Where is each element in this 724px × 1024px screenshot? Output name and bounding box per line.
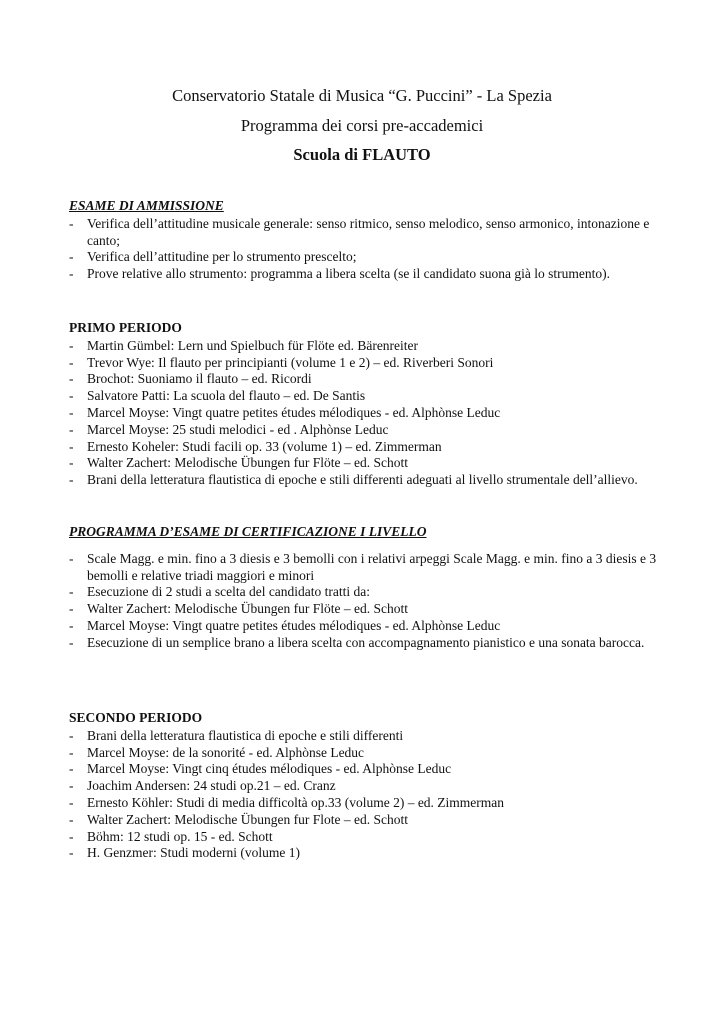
item-list bbox=[69, 338, 669, 489]
institution-title: Conservatorio Statale di Musica “G. Puccini” - La Spezia bbox=[172, 86, 552, 105]
list-item: - Marcel Moyse: 25 studi melodici - ed . Alphònse Leduc bbox=[69, 421, 389, 437]
list-item-text: Martin Gümbel: Lern und Spielbuch für Flöte ed. Bärenreiter bbox=[87, 337, 419, 353]
list-item: - Salvatore Patti: La scuola del flauto – ed. De Santis bbox=[69, 388, 366, 404]
list-item-text: Ernesto Koheler: Studi facili op. 33 (volume 1) – ed. Zimmerman bbox=[87, 438, 442, 454]
section-title: SECONDO PERIODO bbox=[69, 710, 203, 725]
list-item: - Verifica dell’attitudine musicale generale: senso ritmico, senso melodico, senso armonico, intonazione e canto; bbox=[69, 215, 650, 248]
list-item-text: H. Genzmer: Studi moderni (volume 1) bbox=[87, 845, 300, 861]
list-item-text: Scale Magg. e min. fino a 3 diesis e 3 bemolli con i relativi arpeggi Scale Magg. e min. fino a 3 diesis e 3 bemolli e relative triadi maggiori e minori bbox=[87, 550, 657, 583]
list-item-text: Ernesto Köhler: Studi di media difficoltà op.33 (volume 2) – ed. Zimmerman bbox=[87, 794, 505, 810]
list-item: - Böhm: 12 studi op. 15 - ed. Schott bbox=[69, 828, 273, 844]
school-title: Scuola di FLAUTO bbox=[293, 145, 431, 164]
program-subtitle: Programma dei corsi pre-accademici bbox=[240, 116, 484, 135]
list-item-text: Walter Zachert: Melodische Übungen fur Flote – ed. Schott bbox=[87, 811, 408, 827]
list-item-text: Marcel Moyse: Vingt quatre petites études mélodiques - ed. Alphònse Leduc bbox=[87, 404, 501, 420]
section-primo-periodo bbox=[69, 320, 669, 489]
list-item-text: Marcel Moyse: Vingt quatre petites études mélodiques - ed. Alphònse Leduc bbox=[87, 617, 501, 633]
list-item: - Esecuzione di un semplice brano a libera scelta con accompagnamento pianistico e una sonata barocca. bbox=[69, 634, 645, 650]
list-item-text: Marcel Moyse: Vingt cinq études mélodiques - ed. Alphònse Leduc bbox=[87, 761, 452, 777]
list-item: - Joachim Andersen: 24 studi op.21 – ed. Cranz bbox=[69, 778, 336, 794]
list-item-text: Verifica dell’attitudine per lo strumento prescelto; bbox=[87, 249, 357, 265]
list-item: - Esecuzione di 2 studi a scelta del candidato tratti da: bbox=[69, 584, 371, 600]
list-item-text: Walter Zachert: Melodische Übungen fur Flöte – ed. Schott bbox=[87, 601, 408, 617]
list-item-text: Prove relative allo strumento: programma a libera scelta (se il candidato suona già lo strumento). bbox=[87, 266, 610, 282]
section-title: ESAME DI AMMISSIONE bbox=[69, 198, 224, 213]
list-item: - Brani della letteratura flautistica di epoche e stili differenti bbox=[69, 727, 404, 743]
section-ammissione bbox=[69, 198, 669, 283]
item-list bbox=[69, 216, 669, 283]
list-item-text: Marcel Moyse: 25 studi melodici - ed . Alphònse Leduc bbox=[87, 421, 389, 437]
section-title: PRIMO PERIODO bbox=[69, 320, 182, 335]
list-item: - Trevor Wye: Il flauto per principianti (volume 1 e 2) – ed. Riverberi Sonori bbox=[69, 354, 494, 370]
list-item: - Marcel Moyse: Vingt cinq études mélodiques - ed. Alphònse Leduc bbox=[69, 761, 452, 777]
section-certificazione bbox=[69, 524, 669, 652]
list-item-text: Böhm: 12 studi op. 15 - ed. Schott bbox=[87, 828, 273, 844]
list-item-text: Trevor Wye: Il flauto per principianti (volume 1 e 2) – ed. Riverberi Sonori bbox=[87, 354, 494, 370]
list-item-text: Verifica dell’attitudine musicale generale: senso ritmico, senso melodico, senso armonico, intonazione e canto; bbox=[87, 215, 650, 248]
item-list bbox=[69, 728, 669, 862]
list-item-text: Salvatore Patti: La scuola del flauto – ed. De Santis bbox=[87, 388, 366, 404]
list-item-text: Esecuzione di un semplice brano a libera scelta con accompagnamento pianistico e una sonata barocca. bbox=[87, 634, 645, 650]
list-item: - Prove relative allo strumento: programma a libera scelta (se il candidato suona già lo strumento). bbox=[69, 266, 610, 282]
list-item: - Marcel Moyse: Vingt quatre petites études mélodiques - ed. Alphònse Leduc bbox=[69, 404, 501, 420]
list-item: - Marcel Moyse: Vingt quatre petites études mélodiques - ed. Alphònse Leduc bbox=[69, 617, 501, 633]
list-item-text: Marcel Moyse: de la sonorité - ed. Alphònse Leduc bbox=[87, 744, 365, 760]
list-item: - Brani della letteratura flautistica di epoche e stili differenti adeguati al livello strumentale dell’allievo. bbox=[69, 472, 638, 488]
list-item-text: Joachim Andersen: 24 studi op.21 – ed. Cranz bbox=[87, 778, 336, 794]
list-item: - Marcel Moyse: de la sonorité - ed. Alphònse Leduc bbox=[69, 744, 365, 760]
list-item: - Verifica dell’attitudine per lo strumento prescelto; bbox=[69, 249, 357, 265]
item-list bbox=[69, 551, 669, 652]
list-item-text: Brani della letteratura flautistica di epoche e stili differenti adeguati al livello strumentale dell’allievo. bbox=[87, 472, 638, 488]
list-item-text: Brochot: Suoniamo il flauto – ed. Ricordi bbox=[87, 371, 312, 387]
list-item: - Brochot: Suoniamo il flauto – ed. Ricordi bbox=[69, 371, 312, 387]
section-title: PROGRAMMA D’ESAME DI CERTIFICAZIONE I LIVELLO bbox=[69, 524, 427, 539]
list-item-text: Brani della letteratura flautistica di epoche e stili differenti bbox=[87, 727, 404, 743]
list-item: - Walter Zachert: Melodische Übungen fur Flote – ed. Schott bbox=[69, 811, 408, 827]
list-item: - Walter Zachert: Melodische Übungen fur Flöte – ed. Schott bbox=[69, 601, 408, 617]
list-item-text: Esecuzione di 2 studi a scelta del candidato tratti da: bbox=[87, 584, 371, 600]
list-item: - Ernesto Koheler: Studi facili op. 33 (volume 1) – ed. Zimmerman bbox=[69, 438, 442, 454]
section-secondo-periodo bbox=[69, 710, 669, 862]
list-item: - Scale Magg. e min. fino a 3 diesis e 3 bemolli con i relativi arpeggi Scale Magg. e min. fino a 3 diesis e 3 bemolli e relative triadi maggiori e minori bbox=[69, 550, 657, 583]
list-item: - Martin Gümbel: Lern und Spielbuch für Flöte ed. Bärenreiter bbox=[69, 337, 419, 353]
list-item-text: Walter Zachert: Melodische Übungen fur Flöte – ed. Schott bbox=[87, 455, 408, 471]
list-item: - Walter Zachert: Melodische Übungen fur Flöte – ed. Schott bbox=[69, 455, 408, 471]
list-item: - H. Genzmer: Studi moderni (volume 1) bbox=[69, 845, 300, 861]
list-item: - Ernesto Köhler: Studi di media difficoltà op.33 (volume 2) – ed. Zimmerman bbox=[69, 794, 505, 810]
